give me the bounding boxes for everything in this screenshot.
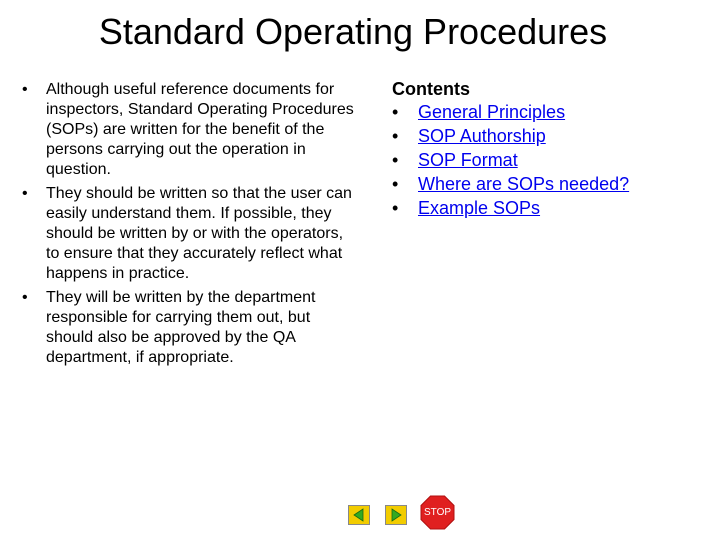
contents-heading: Contents — [392, 79, 470, 99]
bullet-glyph: • — [392, 126, 399, 146]
bullet-glyph: • — [392, 150, 399, 170]
link-example-sops[interactable]: Example SOPs — [418, 198, 541, 218]
bullet-text: They will be written by the department responsible for carrying them out, but should also be approved by the QA department, if appropriate. — [46, 289, 316, 366]
link-sop-authorship[interactable]: SOP Authorship — [418, 126, 546, 146]
bullet-glyph: • — [22, 289, 28, 306]
forward-arrow-icon — [386, 506, 406, 524]
bullet-glyph: • — [22, 81, 28, 98]
bullet-text: Although useful reference documents for inspectors, Standard Operating Procedures (SOPs) are written for the benefit of the persons carrying out the operation in question. — [46, 81, 354, 178]
bullet-glyph: • — [22, 185, 28, 202]
contents-panel — [392, 78, 692, 220]
stop-button[interactable] — [420, 495, 455, 530]
back-arrow-icon — [349, 506, 369, 524]
forward-button[interactable] — [385, 505, 407, 525]
bullet-point — [22, 288, 358, 368]
body-text — [22, 80, 358, 372]
link-where-sops-needed[interactable]: Where are SOPs needed? — [418, 174, 630, 194]
contents-item — [392, 148, 692, 172]
bullet-glyph: • — [392, 174, 399, 194]
bullet-list — [22, 80, 358, 368]
contents-item — [392, 124, 692, 148]
bullet-glyph: • — [392, 198, 399, 218]
contents-item — [392, 172, 692, 196]
contents-list — [392, 100, 692, 220]
contents-item — [392, 100, 692, 124]
stop-label: STOP — [423, 507, 452, 518]
link-general-principles[interactable]: General Principles — [418, 102, 566, 122]
bullet-point — [22, 80, 358, 180]
slide-title: Standard Operating Procedures — [98, 11, 608, 52]
bullet-glyph: • — [392, 102, 399, 122]
contents-item — [392, 196, 692, 220]
bullet-text: They should be written so that the user can easily understand them. If possible, they should be written by or with the operators, to ensure that they accurately reflect what happens in practice. — [46, 185, 352, 282]
back-button[interactable] — [348, 505, 370, 525]
link-sop-format[interactable]: SOP Format — [418, 150, 518, 170]
bullet-point — [22, 184, 358, 284]
